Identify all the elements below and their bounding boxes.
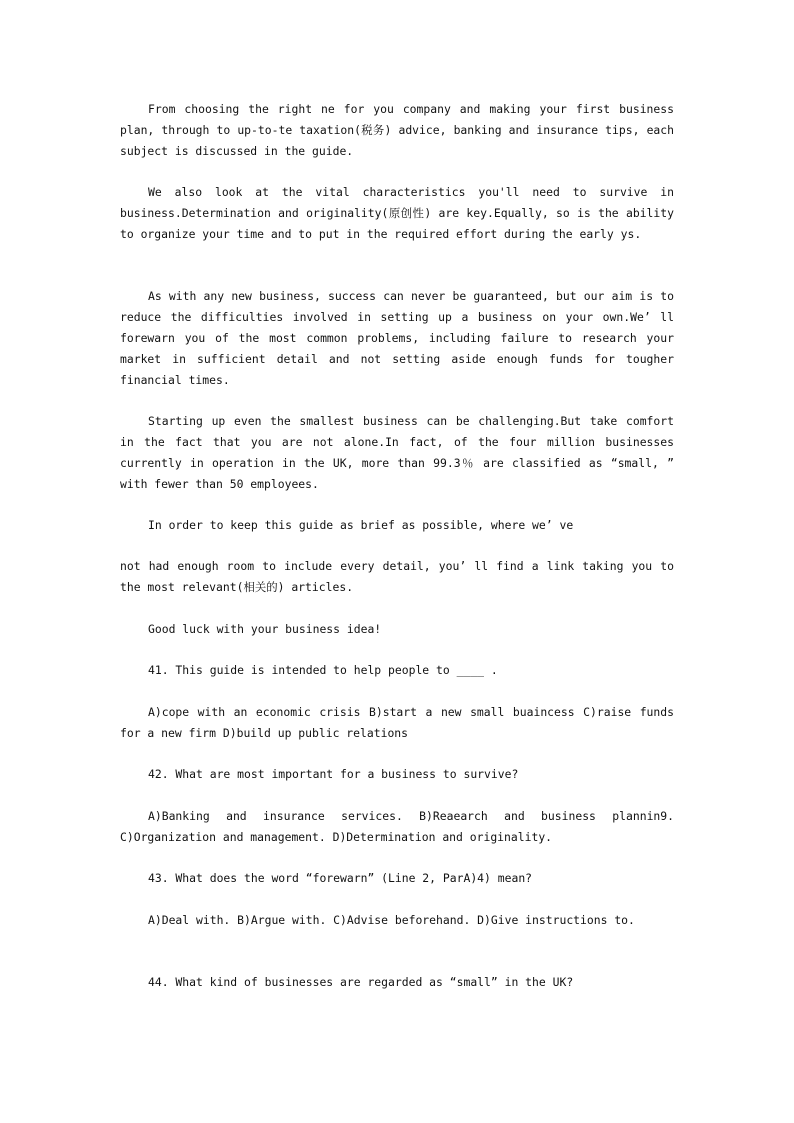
paragraph-6: not had enough room to include every detail, you’ ll find a link taking you to the most relevant(相关的) articles. <box>120 559 674 594</box>
question-44-stem: 44. What kind of businesses are regarded as “small” in the UK? <box>148 975 574 989</box>
question-42-stem: 42. What are most important for a business to survive? <box>148 767 519 781</box>
question-41-options: A)cope with an economic crisis B)start a new small buaincess C)raise funds for a new firm D)build up public relations <box>120 705 674 740</box>
paragraph-3: As with any new business, success can never be guaranteed, but our aim is to reduce the difficulties involved in setting up a business on your own.We’ ll forewarn you of the most common problems, including failure to research your market in sufficient detail and not setting aside enough funds for tougher financial times. <box>120 289 674 387</box>
question-42-options: A)Banking and insurance services. B)Reaearch and business plannin9. C)Organization and management. D)Determination and originality. <box>120 809 674 844</box>
paragraph-5: In order to keep this guide as brief as possible, where we’ ve <box>148 518 574 532</box>
paragraph-1: From choosing the right ne for you company and making your first business plan, through to up-to-te taxation(税务) advice, banking and insurance tips, each subject is discussed in the guide. <box>120 102 674 158</box>
question-41-stem: 41. This guide is intended to help people to ____ . <box>148 663 498 677</box>
question-43-options: A)Deal with. B)Argue with. C)Advise beforehand. D)Give instructions to. <box>148 913 635 927</box>
question-43-stem: 43. What does the word “forewarn” (Line 2, ParA)4) mean? <box>148 871 533 885</box>
paragraph-2: We also look at the vital characteristics you'll need to survive in business.Determination and originality(原创性) are key.Equally, so is the ability to organize your time and to put in the required effort during the early ys. <box>120 185 674 241</box>
paragraph-4: Starting up even the smallest business can be challenging.But take comfort in the fact that you are not alone.In fact, of the four million businesses currently in operation in the UK, more than 99.3％ are classified as “small, ” with fewer than 50 employees. <box>120 414 674 491</box>
paragraph-7: Good luck with your business idea! <box>148 622 382 636</box>
